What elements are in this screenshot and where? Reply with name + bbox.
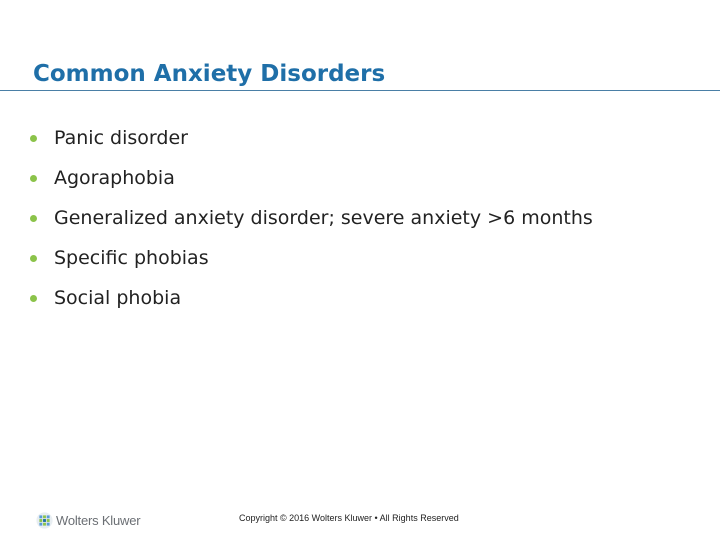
bullet-item [30, 238, 593, 278]
bullet-dot-icon [30, 175, 37, 182]
bullet-text: Social phobia [54, 287, 182, 309]
bullet-text: Agoraphobia [54, 167, 175, 189]
slide-title: Common Anxiety Disorders [33, 61, 386, 87]
bullet-item [30, 278, 593, 318]
bullet-text: Specific phobias [54, 247, 209, 269]
bullet-item [30, 198, 593, 238]
bullet-dot-icon [30, 215, 37, 222]
bullet-dot-icon [30, 255, 37, 262]
logo-wordmark: Wolters Kluwer [56, 512, 141, 528]
copyright-notice: Copyright © 2016 Wolters Kluwer • All Rights Reserved [239, 513, 459, 523]
bullet-list [30, 118, 593, 318]
title-divider [0, 90, 720, 91]
bullet-dot-icon [30, 135, 37, 142]
wolters-kluwer-logo [36, 510, 140, 530]
wolters-kluwer-logo-icon [36, 512, 53, 529]
bullet-text: Panic disorder [54, 127, 188, 149]
bullet-item [30, 118, 593, 158]
bullet-text: Generalized anxiety disorder; severe anxiety >6 months [54, 207, 593, 229]
bullet-item [30, 158, 593, 198]
bullet-dot-icon [30, 295, 37, 302]
